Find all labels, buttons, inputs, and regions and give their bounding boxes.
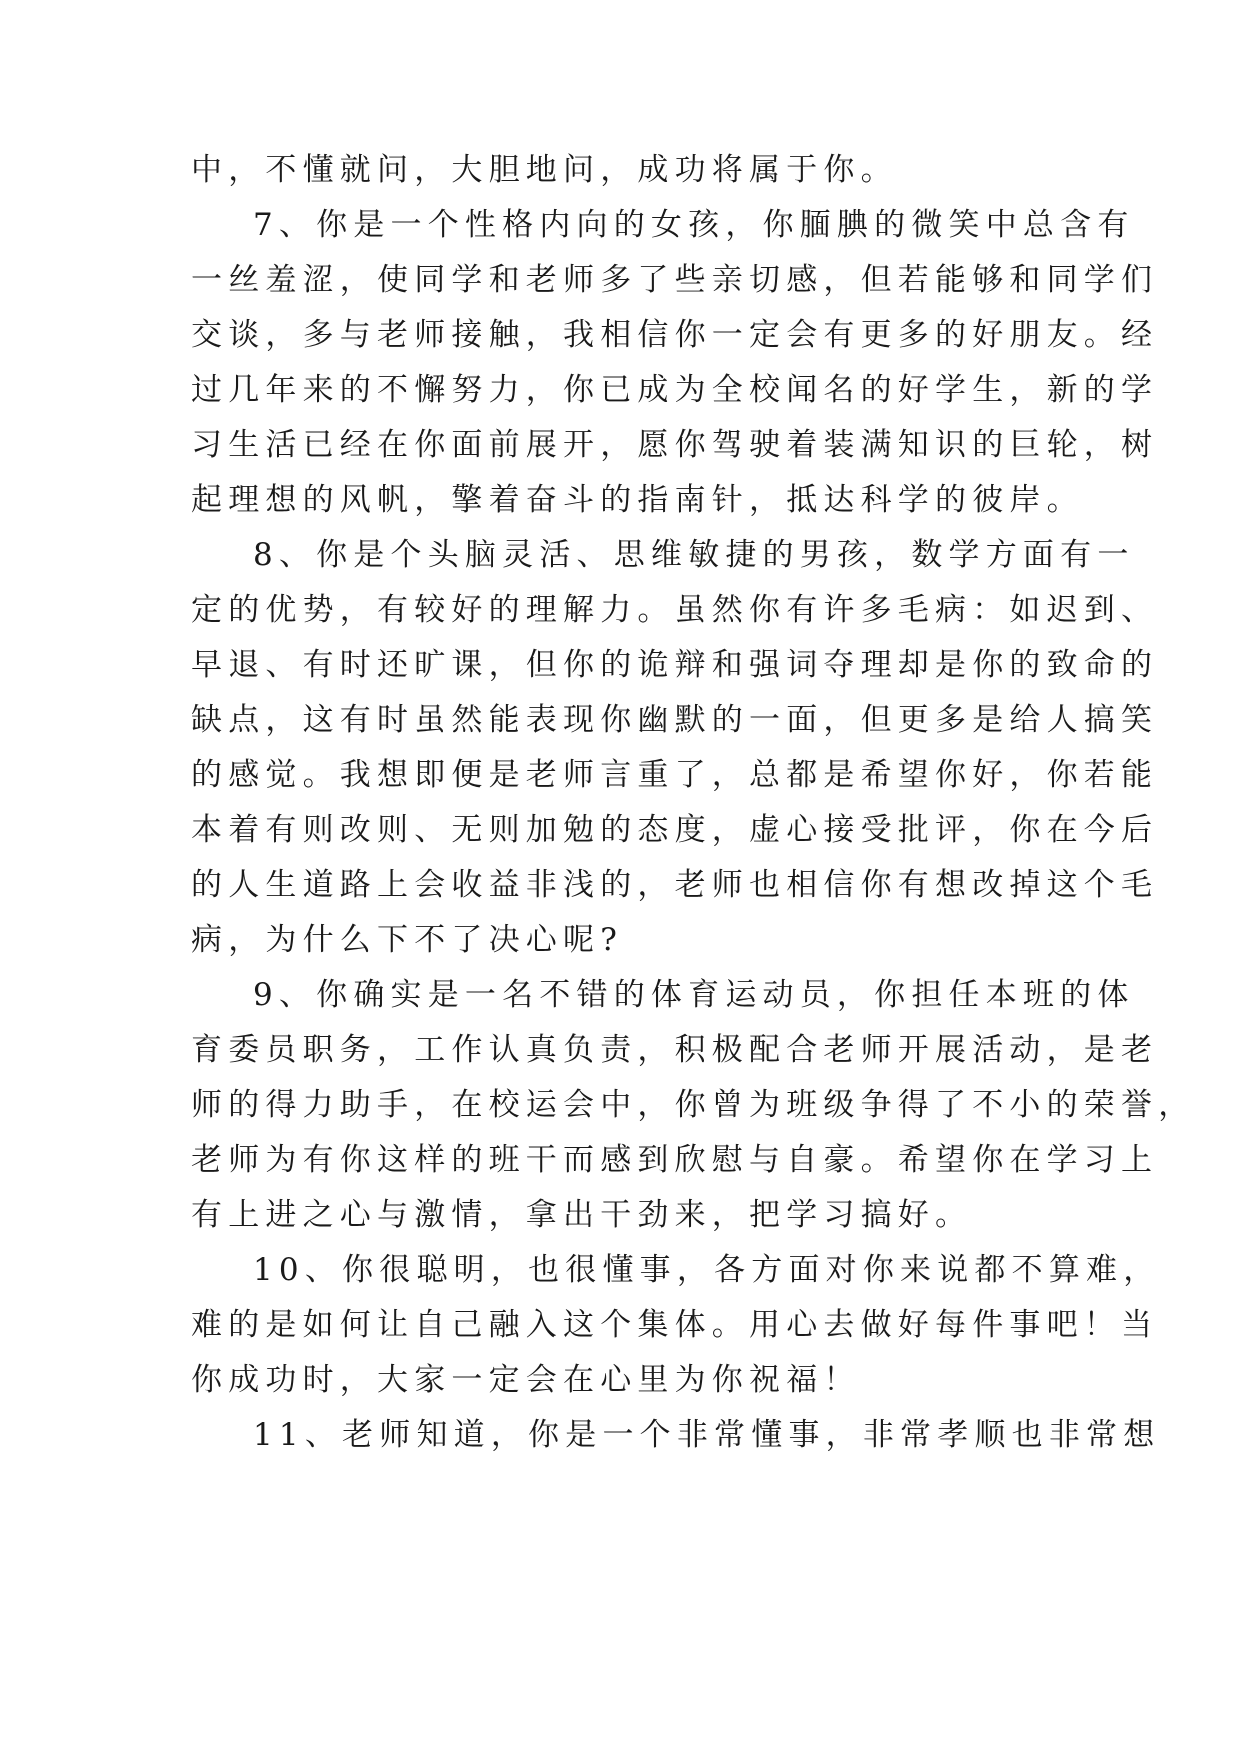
text-line: 一丝羞涩，使同学和老师多了些亲切感，但若能够和同学们: [191, 262, 1159, 298]
text-line: 缺点，这有时虽然能表现你幽默的一面，但更多是给人搞笑: [191, 702, 1159, 738]
text-line: 本着有则改则、无则加勉的态度，虚心接受批评，你在今后: [191, 812, 1159, 848]
text-line: 老师为有你这样的班干而感到欣慰与自豪。希望你在学习上: [191, 1142, 1159, 1178]
text-line: 有上进之心与激情，拿出干劲来，把学习搞好。: [191, 1197, 973, 1233]
paragraph-11-start: 11、老师知道，你是一个非常懂事，非常孝顺也非常想: [253, 1417, 1161, 1453]
text-line: 病，为什么下不了决心呢?: [191, 922, 624, 958]
text-line: 师的得力助手，在校运会中，你曾为班级争得了不小的荣誉，: [191, 1087, 1196, 1123]
text-line: 难的是如何让自己融入这个集体。用心去做好每件事吧！当: [191, 1307, 1159, 1343]
text-line: 过几年来的不懈努力，你已成为全校闻名的好学生，新的学: [191, 372, 1159, 408]
text-line: 的感觉。我想即便是老师言重了，总都是希望你好，你若能: [191, 757, 1159, 793]
text-line: 你成功时，大家一定会在心里为你祝福！: [191, 1362, 861, 1398]
text-line: 的人生道路上会收益非浅的，老师也相信你有想改掉这个毛: [191, 867, 1159, 903]
text-line: 中，不懂就问，大胆地问，成功将属于你。: [191, 152, 898, 188]
paragraph-8-start: 8、你是个头脑灵活、思维敏捷的男孩，数学方面有一: [253, 537, 1135, 573]
text-line: 定的优势，有较好的理解力。虽然你有许多毛病：如迟到、: [191, 592, 1159, 628]
text-line: 早退、有时还旷课，但你的诡辩和强词夺理却是你的致命的: [191, 647, 1159, 683]
text-line: 习生活已经在你面前展开，愿你驾驶着装满知识的巨轮，树: [191, 427, 1159, 463]
text-line: 交谈，多与老师接触，我相信你一定会有更多的好朋友。经: [191, 317, 1159, 353]
paragraph-9-start: 9、你确实是一名不错的体育运动员，你担任本班的体: [253, 977, 1135, 1013]
paragraph-7-start: 7、你是一个性格内向的女孩，你腼腆的微笑中总含有: [253, 207, 1135, 243]
paragraph-10-start: 10、你很聪明，也很懂事，各方面对你来说都不算难，: [253, 1252, 1161, 1288]
text-line: 起理想的风帆，擎着奋斗的指南针，抵达科学的彼岸。: [191, 482, 1084, 518]
text-line: 育委员职务，工作认真负责，积极配合老师开展活动，是老: [191, 1032, 1159, 1068]
